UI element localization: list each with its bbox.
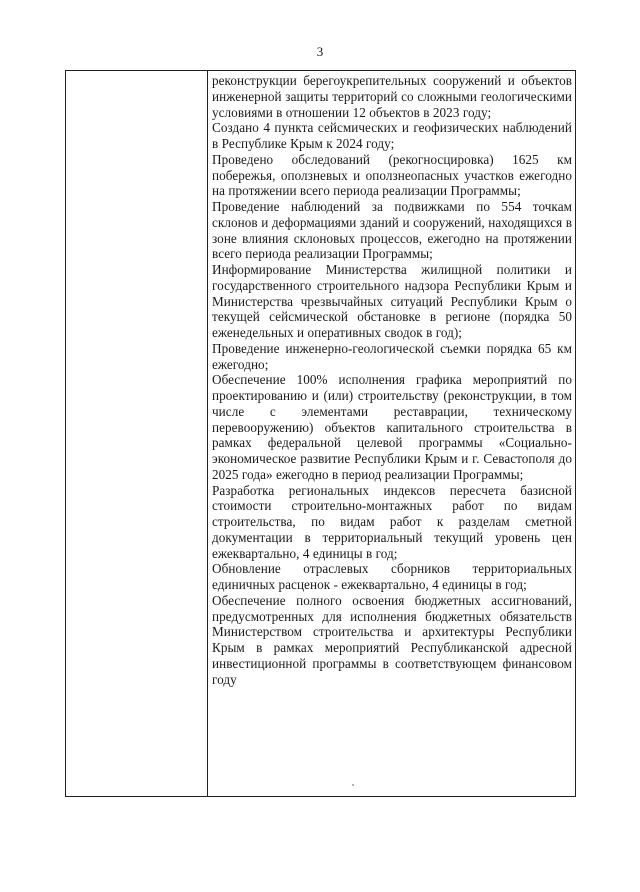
paragraph-seismic-stations: Создано 4 пункта сейсмических и геофизических наблюдений в Республике Крым к 2024 году; bbox=[212, 120, 572, 151]
scan-speck bbox=[352, 784, 354, 786]
results-cell bbox=[212, 73, 572, 687]
document-table bbox=[65, 70, 576, 797]
paragraph-informing-ministries: Информирование Министерства жилищной политики и государственного строительного надзора Республики Крым и Министерства чрезвычайных ситуаций Республики Крым о текущей сейсмической обстановке в регионе (порядка 50 еженедельных и оперативных сводок в год); bbox=[212, 262, 572, 340]
paragraph-schedule-execution: Обеспечение 100% исполнения графика мероприятий по проектированию и (или) строительству (реконструкции, в том числе с элементами реставрации, техническому перевооружению) объектов капитального строительства в рамках федеральной целевой программы «Социально-экономическое развитие Республики Крым и г. Севастополя до 2025 года» ежегодно в период реализации Программы; bbox=[212, 372, 572, 482]
paragraph-reconstruction: реконструкции берегоукрепительных сооружений и объектов инженерной защиты территорий со сложными геологическими условиями в отношении 12 объектов в 2023 году; bbox=[212, 73, 572, 120]
paragraph-coast-survey: Проведено обследований (рекогносцировка) 1625 км побережья, оползневых и оползнеопасных участков ежегодно на протяжении всего периода реализации Программы; bbox=[212, 151, 572, 199]
page-number: 3 bbox=[316, 44, 324, 59]
paragraph-geological-survey: Проведение инженерно-геологической съемки порядка 65 км ежегодно; bbox=[212, 340, 572, 372]
column-divider bbox=[207, 71, 208, 796]
paragraph-unit-rates-update: Обновление отраслевых сборников территориальных единичных расценок - ежеквартально, 4 единицы в год; bbox=[212, 561, 572, 592]
paragraph-slope-monitoring: Проведение наблюдений за подвижками по 554 точкам склонов и деформациями зданий и сооружений, находящихся в зоне влияния склоновых процессов, ежегодно на протяжении всего периода реализации Программы; bbox=[212, 199, 572, 262]
paragraph-regional-indices: Разработка региональных индексов пересчета базисной стоимости строительно-монтажных работ по видам строительства, по видам работ к разделам сметной документации в территориальный текущий уровень цен ежеквартально, 4 единицы в год; bbox=[212, 482, 572, 561]
paragraph-budget-execution: Обеспечение полного освоения бюджетных ассигнований, предусмотренных для исполнения бюджетных обязательств Министерством строительства и архитектуры Республики Крым в рамках мероприятий Республиканской адресной инвестиционной программы в соответствующем финансовом году bbox=[212, 592, 572, 687]
